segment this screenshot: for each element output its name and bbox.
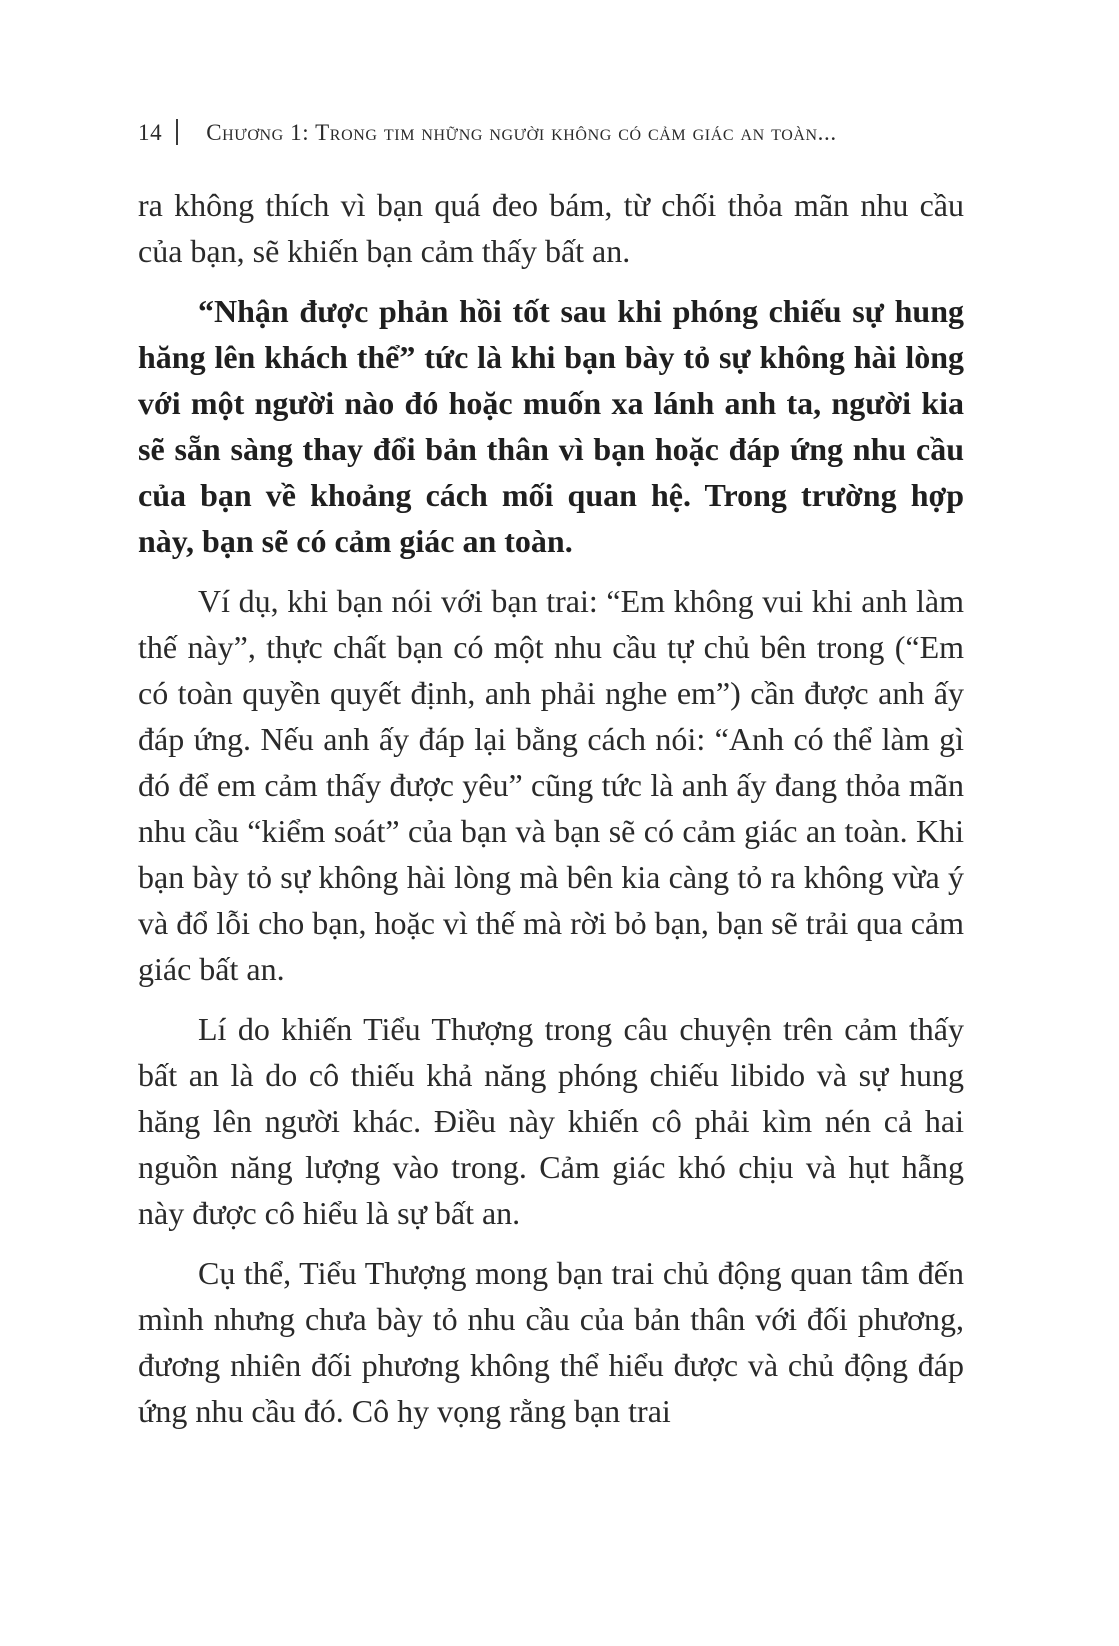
paragraph-example: Ví dụ, khi bạn nói với bạn trai: “Em không vui khi anh làm thế này”, thực chất bạn có một nhu cầu tự chủ bên trong (“Em có toàn quyền quyết định, anh phải nghe em”) cần được anh ấy đáp ứng. Nếu anh ấy đáp lại bằng cách nói: “Anh có thể làm gì đó để em cảm thấy được yêu” cũng tức là anh ấy đang thỏa mãn nhu cầu “kiểm soát” của bạn và bạn sẽ có cảm giác an toàn. Khi bạn bày tỏ sự không hài lòng mà bên kia càng tỏ ra không vừa ý và đổ lỗi cho bạn, hoặc vì thế mà rời bỏ bạn, bạn sẽ trải qua cảm giác bất an. [138,583,964,987]
chapter-title: Chương 1: Trong tim những người không có cảm giác an toàn... [206,120,837,145]
page-number: 14 [138,120,163,145]
body-text [138,182,964,1448]
header-divider [176,119,178,145]
paragraph-specific: Cụ thể, Tiểu Thượng mong bạn trai chủ động quan tâm đến mình nhưng chưa bày tỏ nhu cầu của bản thân với đối phương, đương nhiên đối phương không thể hiểu được và chủ động đáp ứng nhu cầu đó. Cô hy vọng rằng bạn trai [138,1255,964,1429]
paragraph-bold-definition: “Nhận được phản hồi tốt sau khi phóng chiếu sự hung hăng lên khách thể” tức là khi bạn bày tỏ sự không hài lòng với một người nào đó hoặc muốn xa lánh anh ta, người kia sẽ sẵn sàng thay đổi bản thân vì bạn hoặc đáp ứng nhu cầu của bạn về khoảng cách mối quan hệ. Trong trường hợp này, bạn sẽ có cảm giác an toàn. [138,293,964,559]
running-header [138,118,958,148]
paragraph-continuation: ra không thích vì bạn quá đeo bám, từ chối thỏa mãn nhu cầu của bạn, sẽ khiến bạn cảm thấy bất an. [138,187,964,269]
paragraph-reason: Lí do khiến Tiểu Thượng trong câu chuyện trên cảm thấy bất an là do cô thiếu khả năng phóng chiếu libido và sự hung hăng lên người khác. Điều này khiến cô phải kìm nén cả hai nguồn năng lượng vào trong. Cảm giác khó chịu và hụt hẫng này được cô hiểu là sự bất an. [138,1011,964,1231]
